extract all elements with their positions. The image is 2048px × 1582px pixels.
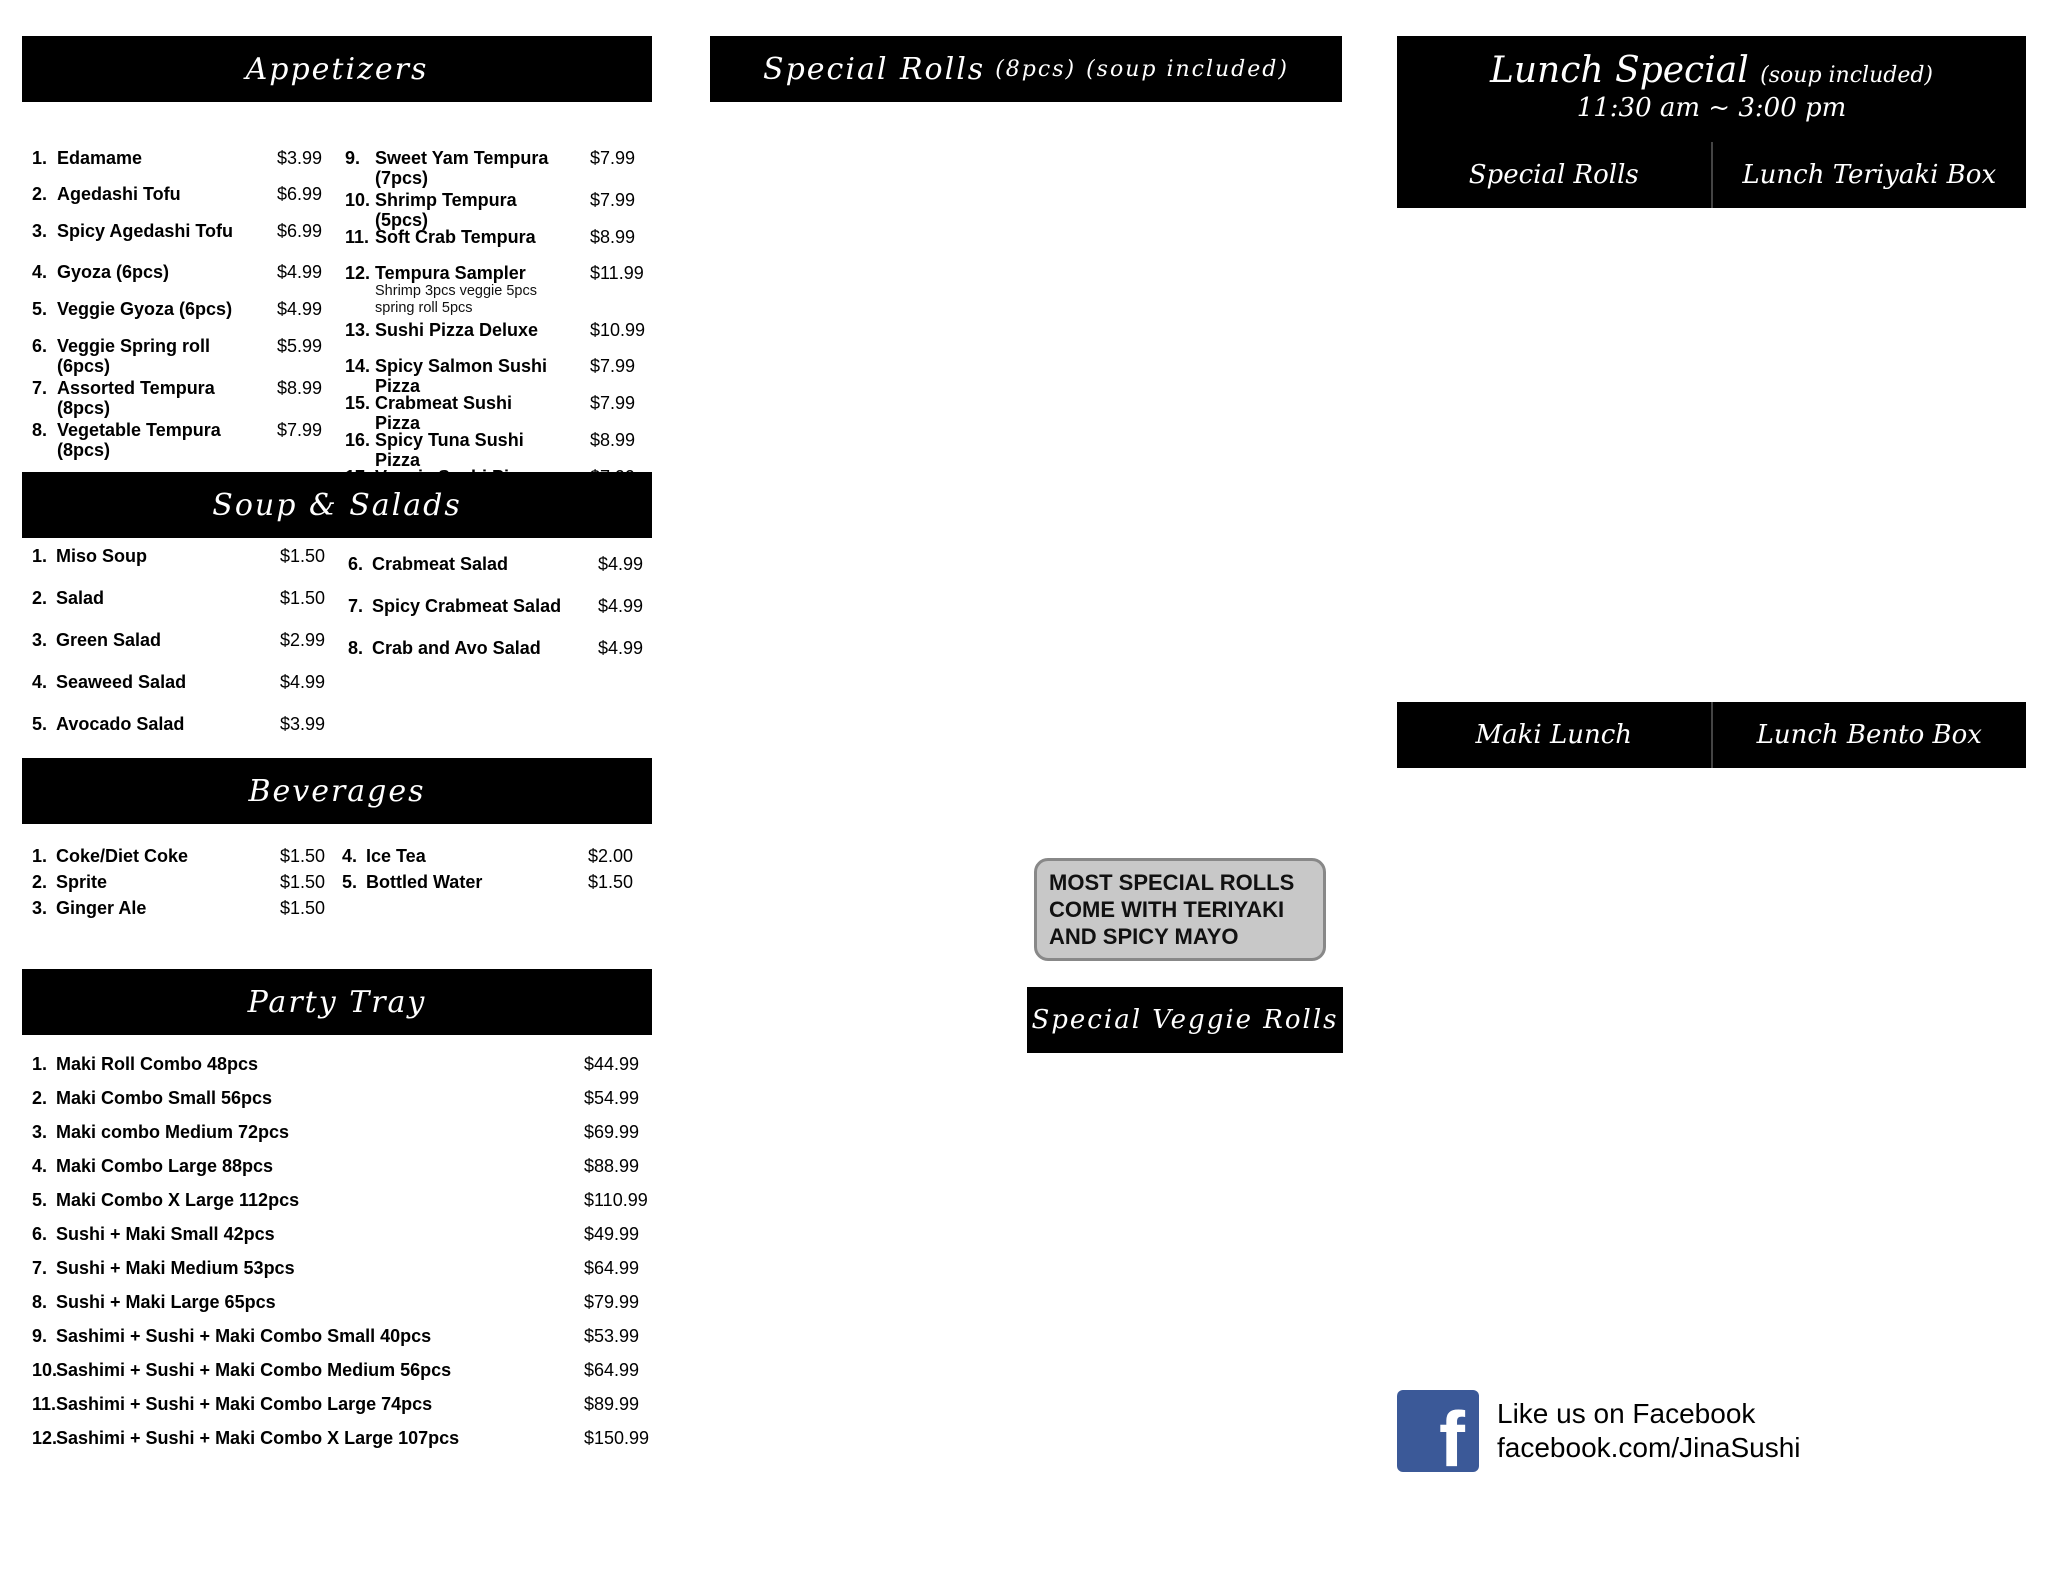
item-name: Bottled Water: [366, 872, 483, 892]
item-number: 7.: [32, 1258, 48, 1278]
item-number: 5.: [32, 299, 48, 319]
special-rolls-title: Special Rolls: [763, 51, 986, 87]
left-column: [22, 36, 652, 1456]
item-name: Crabmeat Salad: [372, 554, 509, 574]
lunch-bento-box-header: Lunch Bento Box: [1711, 702, 2027, 768]
facebook-icon[interactable]: f: [1397, 1390, 1479, 1472]
maki-lunch-header: Maki Lunch: [1475, 720, 1633, 750]
item-body: [57, 420, 262, 460]
menu-item: [342, 846, 572, 866]
item-name: Miso Soup: [56, 546, 147, 566]
item-name: Tempura Sampler: [375, 263, 526, 283]
item-name: Maki combo Medium 72pcs: [56, 1122, 290, 1142]
teriyaki-callout: [1034, 858, 1326, 961]
menu-item: [32, 1122, 572, 1142]
item-number: 1.: [32, 148, 48, 168]
item-number: 10.: [32, 1360, 58, 1380]
item-body: [57, 184, 181, 204]
menu-item: [32, 420, 262, 460]
item-price: $44.99: [584, 1054, 640, 1074]
item-number: 9.: [32, 1326, 48, 1346]
item-number: 12.: [345, 263, 371, 283]
soup-title: Soup & Salads: [212, 487, 462, 523]
item-body: [56, 846, 188, 866]
menu-item: [348, 638, 578, 658]
facebook-like-text: Like us on Facebook: [1497, 1398, 1756, 1429]
menu-item: [348, 596, 578, 616]
item-price: $1.50: [280, 898, 326, 918]
lunch-subheaders: [1397, 142, 2026, 208]
item-number: 8.: [32, 1292, 48, 1312]
beverages-title: Beverages: [248, 773, 426, 809]
item-price: $79.99: [584, 1292, 640, 1312]
item-name: Spicy Agedashi Tofu: [57, 221, 234, 241]
menu-item: [32, 1292, 572, 1312]
item-name: Sprite: [56, 872, 108, 892]
item-body: [375, 263, 560, 317]
item-name: Crab and Avo Salad: [372, 638, 541, 658]
item-price: $4.99: [598, 596, 644, 616]
item-number: 15.: [345, 393, 371, 413]
maki-list: [1397, 774, 2026, 1354]
item-number: 1.: [32, 1054, 48, 1074]
item-name: Spicy Salmon Sushi Pizza: [375, 356, 548, 396]
item-name: Seaweed Salad: [56, 672, 187, 692]
item-number: 5.: [32, 1190, 48, 1210]
item-price: $150.99: [584, 1428, 650, 1448]
item-price: $6.99: [277, 184, 323, 204]
item-name: Crabmeat Sushi Pizza: [375, 393, 513, 433]
menu-item: [32, 898, 262, 918]
menu-item: [345, 393, 560, 433]
item-description: Shrimp 3pcs veggie 5pcs spring roll 5pcs: [375, 283, 537, 316]
item-price: $6.99: [277, 221, 323, 241]
item-name: Green Salad: [56, 630, 162, 650]
item-number: 11.: [345, 227, 370, 247]
item-number: 7.: [348, 596, 364, 616]
menu-item: [32, 262, 262, 282]
item-price: $64.99: [584, 1360, 640, 1380]
item-number: 8.: [348, 638, 364, 658]
item-price: $1.50: [280, 872, 326, 892]
item-name: Agedashi Tofu: [57, 184, 181, 204]
item-number: 6.: [348, 554, 364, 574]
item-price: $4.99: [598, 638, 644, 658]
item-price: $49.99: [584, 1224, 640, 1244]
item-price: $7.99: [590, 356, 636, 376]
beverages-header: [22, 758, 652, 824]
item-name: Coke/Diet Coke: [56, 846, 189, 866]
lunch-list: [1397, 216, 2026, 716]
item-number: 2.: [32, 184, 48, 204]
item-name: Spicy Crabmeat Salad: [372, 596, 562, 616]
lunch-special-rolls-header: Special Rolls: [1468, 160, 1639, 190]
item-name: Salad: [56, 588, 105, 608]
item-number: 14.: [345, 356, 371, 376]
item-price: $3.99: [277, 148, 323, 168]
lunch-teriyaki-box-header: Lunch Teriyaki Box: [1711, 142, 2027, 208]
item-name: Gyoza (6pcs): [57, 262, 170, 282]
beverages-list: [22, 846, 652, 946]
item-number: 2.: [32, 1088, 48, 1108]
menu-item: [32, 1088, 572, 1108]
item-name: Shrimp Tempura (5pcs): [375, 190, 517, 230]
lunch-special-title-row: [1397, 36, 2026, 91]
menu-item: [345, 148, 560, 188]
veggie-rolls-header: [1027, 987, 1343, 1053]
menu-item: [32, 1054, 572, 1074]
menu-item: [32, 672, 262, 692]
item-body: [56, 1224, 275, 1244]
menu-item: [32, 846, 262, 866]
menu-item: [32, 1394, 572, 1414]
item-price: $5.99: [277, 336, 323, 356]
item-name: Ginger Ale: [56, 898, 147, 918]
item-price: $1.50: [280, 546, 326, 566]
menu-item: [32, 546, 262, 566]
item-body: [56, 898, 146, 918]
item-name: Spicy Tuna Sushi Pizza: [375, 430, 524, 470]
item-body: [56, 872, 107, 892]
item-body: [372, 554, 508, 574]
item-body: [56, 1292, 276, 1312]
item-body: [57, 148, 142, 168]
item-body: [56, 1428, 459, 1448]
item-price: $4.99: [277, 262, 323, 282]
item-price: $7.99: [277, 420, 323, 440]
menu-item: [32, 336, 262, 376]
item-body: [375, 393, 560, 433]
item-body: [56, 1258, 295, 1278]
item-number: 4.: [32, 1156, 48, 1176]
item-number: 1.: [32, 546, 48, 566]
menu-item: [32, 630, 262, 650]
veggie-rolls-list: [1027, 1084, 1343, 1524]
item-number: 13.: [345, 320, 371, 340]
item-price: $10.99: [590, 320, 646, 340]
item-number: 3.: [32, 898, 48, 918]
item-name: Sashimi + Sushi + Maki Combo Large 74pcs: [56, 1394, 433, 1414]
item-name: Sushi + Maki Medium 53pcs: [56, 1258, 295, 1278]
item-number: 7.: [32, 378, 48, 398]
item-body: [375, 148, 560, 188]
item-body: [372, 638, 541, 658]
item-name: Vegetable Tempura (8pcs): [57, 420, 221, 460]
soup-header: [22, 472, 652, 538]
item-number: 3.: [32, 221, 48, 241]
menu-item: [32, 221, 262, 241]
item-body: [56, 1394, 432, 1414]
item-price: $4.99: [280, 672, 326, 692]
item-body: [57, 378, 262, 418]
menu-item: [32, 1156, 572, 1176]
menu-item: [32, 1258, 572, 1278]
item-price: $2.00: [588, 846, 634, 866]
facebook-url[interactable]: facebook.com/JinaSushi: [1497, 1432, 1801, 1463]
item-name: Edamame: [57, 148, 143, 168]
item-body: [366, 846, 426, 866]
item-number: 2.: [32, 588, 48, 608]
menu-item: [345, 190, 560, 230]
party-header: [22, 969, 652, 1035]
item-name: Veggie Spring roll (6pcs): [57, 336, 211, 376]
item-body: [375, 190, 560, 230]
soup-list: [22, 546, 652, 766]
item-name: Sashimi + Sushi + Maki Combo X Large 107pcs: [56, 1428, 460, 1448]
item-number: 12.: [32, 1428, 58, 1448]
item-body: [375, 227, 536, 247]
item-price: $7.99: [590, 393, 636, 413]
item-price: $64.99: [584, 1258, 640, 1278]
item-body: [56, 1190, 299, 1210]
menu-item: [345, 320, 560, 340]
item-body: [56, 1122, 289, 1142]
item-price: $110.99: [584, 1190, 648, 1210]
menu-item: [345, 356, 560, 396]
party-title: Party Tray: [247, 984, 427, 1020]
item-price: $11.99: [590, 263, 644, 283]
right-column: [1397, 36, 2026, 1496]
item-price: $88.99: [584, 1156, 640, 1176]
lunch-special-title: Lunch Special: [1489, 50, 1749, 91]
menu-item: [32, 299, 262, 319]
item-name: Veggie Gyoza (6pcs): [57, 299, 233, 319]
item-price: $54.99: [584, 1088, 640, 1108]
item-number: 6.: [32, 1224, 48, 1244]
item-body: [56, 630, 161, 650]
middle-column: [710, 36, 1342, 1496]
menu-item: [32, 714, 262, 734]
item-body: [56, 1054, 258, 1074]
item-number: 4.: [342, 846, 358, 866]
facebook-promo[interactable]: [1397, 1390, 1801, 1472]
item-body: [56, 714, 184, 734]
item-price: $8.99: [277, 378, 323, 398]
item-number: 6.: [32, 336, 48, 356]
menu-item: [345, 263, 560, 317]
menu-item: [32, 588, 262, 608]
party-list: [22, 1054, 652, 1474]
item-name: Maki Combo Large 88pcs: [56, 1156, 274, 1176]
special-rolls-pcs: (8pcs): [995, 56, 1077, 82]
item-body: [57, 336, 262, 376]
menu-item: [342, 872, 572, 892]
menu-item: [32, 1360, 572, 1380]
item-body: [56, 1326, 431, 1346]
item-body: [57, 262, 169, 282]
teriyaki-callout-text: MOST SPECIAL ROLLS COME WITH TERIYAKI AND SPICY MAYO: [1049, 870, 1295, 949]
item-price: $1.50: [280, 846, 326, 866]
item-price: $2.99: [280, 630, 326, 650]
appetizers-header: [22, 36, 652, 102]
special-rolls-header: [710, 36, 1342, 102]
item-price: $3.99: [280, 714, 326, 734]
item-name: Soft Crab Tempura: [375, 227, 536, 247]
menu-item: [32, 184, 262, 204]
item-number: 1.: [32, 846, 48, 866]
item-price: $69.99: [584, 1122, 640, 1142]
item-price: $8.99: [590, 430, 636, 450]
item-body: [375, 320, 538, 340]
item-body: [366, 872, 482, 892]
menu-item: [345, 430, 560, 470]
special-rolls-sub: (soup included): [1086, 56, 1289, 82]
item-number: 3.: [32, 1122, 48, 1142]
lunch-hours: 11:30 am ~ 3:00 pm: [1576, 93, 1847, 123]
menu-item: [32, 1190, 572, 1210]
item-number: 9.: [345, 148, 361, 168]
facebook-text: [1497, 1397, 1801, 1465]
item-number: 4.: [32, 672, 48, 692]
item-body: [372, 596, 561, 616]
item-name: Ice Tea: [366, 846, 426, 866]
item-body: [56, 1360, 451, 1380]
item-number: 16.: [345, 430, 371, 450]
item-name: Sweet Yam Tempura (7pcs): [375, 148, 549, 188]
item-name: Sushi + Maki Small 42pcs: [56, 1224, 275, 1244]
menu-item: [32, 1428, 572, 1448]
item-name: Avocado Salad: [56, 714, 185, 734]
lunch-special-header: [1397, 36, 2026, 208]
maki-subheaders: [1397, 702, 2026, 768]
item-body: [56, 1088, 272, 1108]
item-name: Sushi + Maki Large 65pcs: [56, 1292, 276, 1312]
item-body: [56, 672, 186, 692]
item-price: $1.50: [588, 872, 634, 892]
menu-item: [32, 1224, 572, 1244]
item-price: $89.99: [584, 1394, 640, 1414]
item-number: 8.: [32, 420, 48, 440]
item-number: 4.: [32, 262, 48, 282]
item-price: $53.99: [584, 1326, 640, 1346]
item-name: Sashimi + Sushi + Maki Combo Medium 56pcs: [56, 1360, 452, 1380]
menu-item: [32, 1326, 572, 1346]
item-price: $8.99: [590, 227, 636, 247]
item-name: Sashimi + Sushi + Maki Combo Small 40pcs: [56, 1326, 432, 1346]
menu-item: [348, 554, 578, 574]
item-name: Sushi Pizza Deluxe: [375, 320, 539, 340]
item-body: [375, 430, 560, 470]
item-price: $7.99: [590, 148, 636, 168]
item-body: [57, 221, 233, 241]
item-name: Maki Combo Small 56pcs: [56, 1088, 273, 1108]
item-name: Maki Roll Combo 48pcs: [56, 1054, 259, 1074]
item-number: 10.: [345, 190, 371, 210]
item-number: 11.: [32, 1394, 57, 1414]
menu-item: [32, 148, 262, 168]
item-body: [56, 1156, 273, 1176]
appetizers-list: [22, 110, 652, 500]
item-number: 5.: [32, 714, 48, 734]
item-body: [57, 299, 232, 319]
item-name: Maki Combo X Large 112pcs: [56, 1190, 300, 1210]
item-price: $4.99: [598, 554, 644, 574]
lunch-special-sub: (soup included): [1760, 63, 1934, 88]
menu-item: [345, 227, 560, 247]
appetizers-title: Appetizers: [245, 51, 429, 87]
menu-item: [32, 872, 262, 892]
item-number: 5.: [342, 872, 358, 892]
item-name: Assorted Tempura (8pcs): [57, 378, 215, 418]
item-body: [56, 546, 147, 566]
item-price: $4.99: [277, 299, 323, 319]
item-number: 3.: [32, 630, 48, 650]
item-body: [375, 356, 560, 396]
item-price: $7.99: [590, 190, 636, 210]
veggie-rolls-title: Special Veggie Rolls: [1031, 1005, 1339, 1035]
menu-item: [32, 378, 262, 418]
item-price: $1.50: [280, 588, 326, 608]
item-number: 2.: [32, 872, 48, 892]
item-body: [56, 588, 104, 608]
